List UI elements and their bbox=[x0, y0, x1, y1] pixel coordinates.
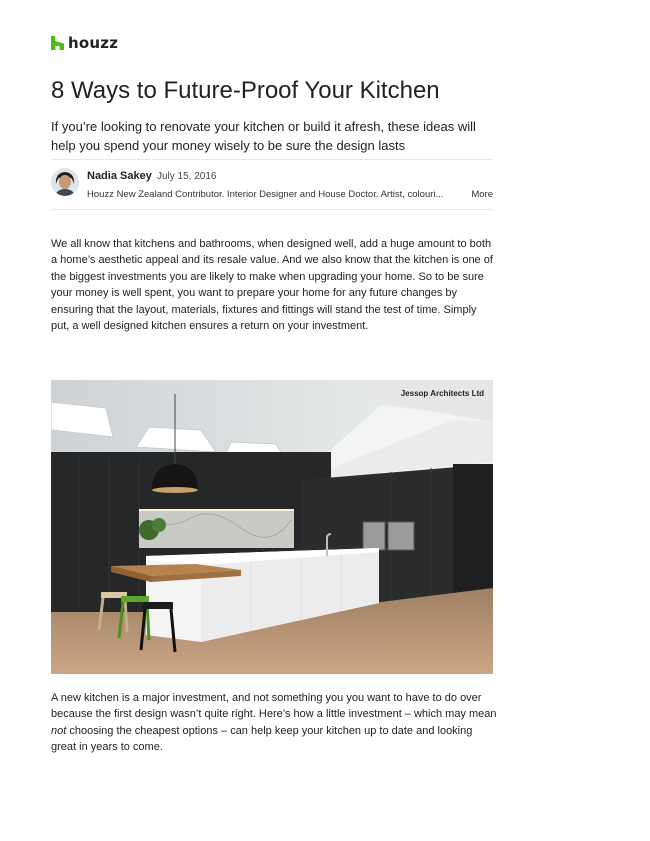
brand-name: houzz bbox=[68, 34, 119, 52]
author-name[interactable]: Nadia Sakey bbox=[87, 170, 152, 182]
avatar[interactable] bbox=[51, 168, 79, 196]
article-subtitle: If you’re looking to renovate your kitchen or build it afresh, these ideas will help you spend your money wisely to be sure the design lasts bbox=[51, 119, 476, 153]
author-bio: Houzz New Zealand Contributor. Interior Designer and House Doctor. Artist, colouri... bbox=[87, 189, 444, 200]
kitchen-photo bbox=[51, 380, 493, 674]
publish-date: July 15, 2016 bbox=[157, 171, 217, 182]
houzz-logo[interactable] bbox=[51, 34, 118, 52]
more-link[interactable]: More bbox=[471, 189, 493, 200]
article-title: 8 Ways to Future-Proof Your Kitchen bbox=[51, 77, 440, 104]
intro-paragraph: We all know that kitchens and bathrooms, when designed well, add a huge amount to both a home’s aesthetic appeal and its resale value. And we also know that the kitchen is one of the biggest investments you are likely to make when upgrading your home. So to be sure your money is well spent, you want to prepare your home for any future changes by ensuring that the layout, materials, fixtures and fittings will stand the test of time. Simply put, a well designed kitchen ensures a return on your investment. bbox=[51, 238, 493, 333]
author-byline bbox=[51, 168, 493, 200]
houzz-logo-icon bbox=[51, 36, 64, 50]
divider bbox=[51, 159, 493, 160]
photo-credit[interactable]: Jessop Architects Ltd bbox=[400, 389, 484, 398]
divider bbox=[51, 209, 493, 210]
second-paragraph: A new kitchen is a major investment, and not something you you want to have to do over because the first design wasn’t quite right. Here’s how a little investment – which may mean not choosing the cheapest options – can help keep your kitchen up to date and looking great in years to come. bbox=[51, 692, 497, 754]
